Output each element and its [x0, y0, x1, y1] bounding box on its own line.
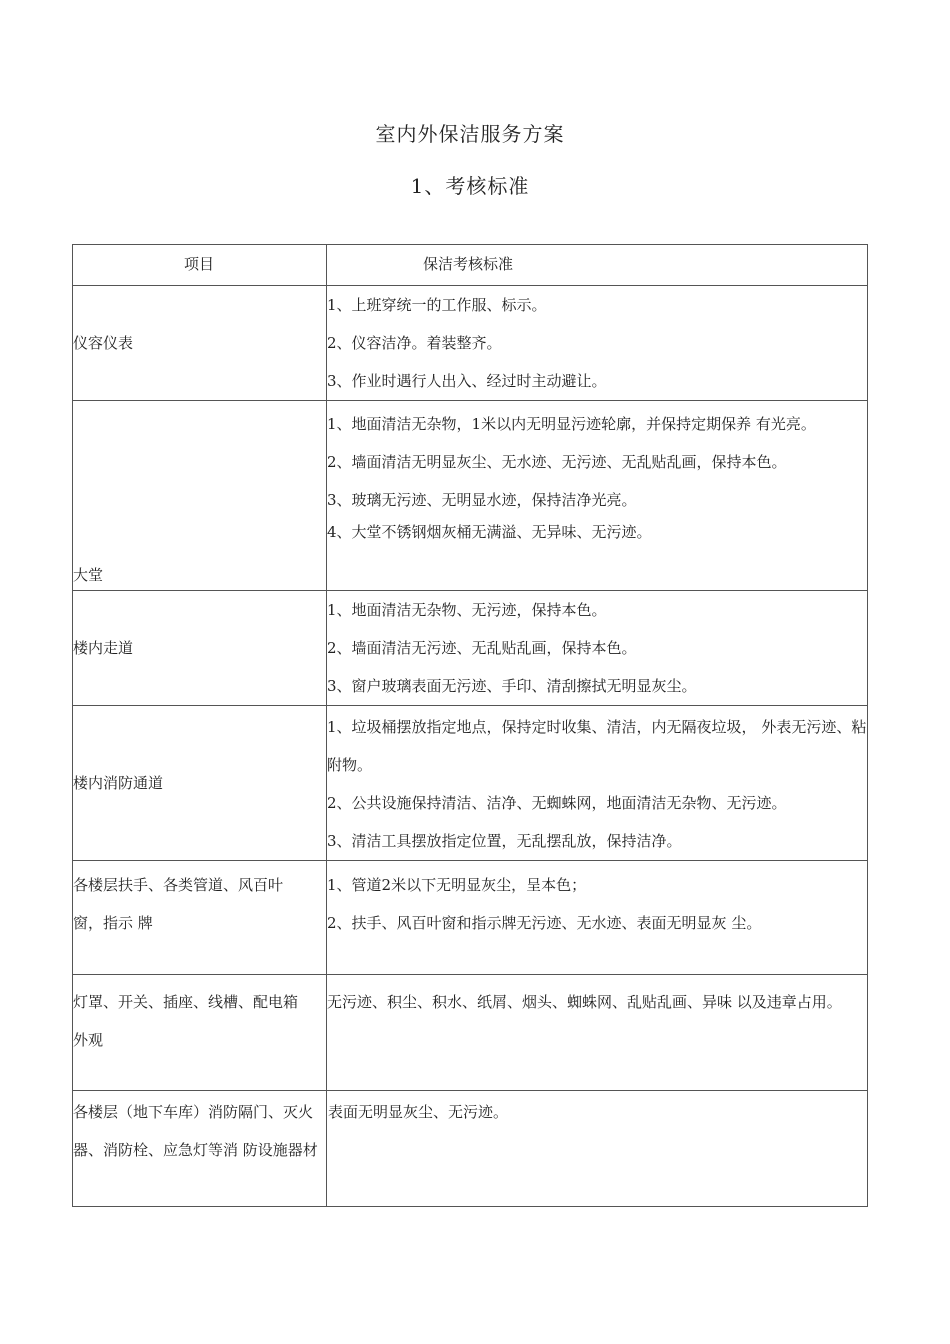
- standard-line: 3、玻璃无污迹、无明显水迹，保持洁净光亮。: [327, 491, 637, 509]
- row-standards: [327, 401, 868, 591]
- row-standards: [327, 706, 868, 861]
- row-item-label: [73, 706, 327, 861]
- row-standards: [327, 975, 868, 1091]
- row-item-label: [73, 975, 327, 1091]
- standard-line: 2、仪容洁净。着装整齐。: [327, 334, 502, 352]
- standard-line: 表面无明显灰尘、无污迹。: [328, 1103, 509, 1121]
- table-row: [73, 286, 868, 401]
- row-item-label: [73, 401, 327, 591]
- standard-line: 1、地面清洁无杂物、无污迹，保持本色。: [327, 601, 607, 619]
- standard-line: 2、扶手、风百叶窗和指示牌无污迹、无水迹、表面无明显灰 尘。: [327, 914, 762, 932]
- table-row: [73, 975, 868, 1091]
- table-row: [73, 401, 868, 591]
- standard-line: 无污迹、积尘、积水、纸屑、烟头、蜘蛛网、乱贴乱画、异味 以及违章占用。: [327, 993, 842, 1011]
- row-item-label: [73, 286, 327, 401]
- standard-line: 2、墙面清洁无污迹、无乱贴乱画，保持本色。: [327, 639, 637, 657]
- standard-line: 2、墙面清洁无明显灰尘、无水迹、无污迹、无乱贴乱画，保持本色。: [327, 453, 787, 471]
- item-text: 楼内消防通道: [73, 774, 164, 792]
- item-text: 仪容仪表: [73, 334, 134, 352]
- table-header-row: [73, 245, 868, 286]
- row-standards: [327, 286, 868, 401]
- item-text: 大堂: [73, 566, 104, 584]
- standards-table: [72, 244, 868, 1207]
- standard-line: 3、作业时遇行人出入、经过时主动避让。: [327, 372, 607, 390]
- table-row: [73, 591, 868, 706]
- standard-line: 3、窗户玻璃表面无污迹、手印、清刮擦拭无明显灰尘。: [327, 677, 697, 695]
- item-text: 楼内走道: [73, 639, 134, 657]
- standard-line: 1、地面清洁无杂物，1米以内无明显污迹轮廓，并保持定期保养 有光亮。: [327, 415, 816, 433]
- table-row: [73, 861, 868, 975]
- item-text: 灯罩、开关、插座、线槽、配电箱外观: [73, 993, 299, 1049]
- table-row: [73, 706, 868, 861]
- standard-line: 1、管道2米以下无明显灰尘，呈本色；: [327, 876, 587, 894]
- page-title: 室内外保洁服务方案: [375, 122, 565, 146]
- row-item-label: [73, 861, 327, 975]
- standard-line: 3、清洁工具摆放指定位置，无乱摆乱放，保持洁净。: [327, 832, 682, 850]
- standard-line: 1、垃圾桶摆放指定地点，保持定时收集、清洁，内无隔夜垃圾， 外表无污迹、粘附物。: [327, 718, 867, 774]
- standard-line: 2、公共设施保持清洁、洁净、无蜘蛛网，地面清洁无杂物、无污迹。: [327, 794, 787, 812]
- standard-line: 4、大堂不锈钢烟灰桶无满溢、无异味、无污迹。: [327, 523, 652, 541]
- section-heading: 1、考核标准: [410, 174, 530, 198]
- header-standard: 保洁考核标准: [327, 245, 868, 286]
- item-text: 各楼层扶手、各类管道、风百叶窗，指示 牌: [73, 876, 284, 932]
- row-standards: [327, 591, 868, 706]
- row-item-label: [73, 1091, 327, 1207]
- standard-line: 1、上班穿统一的工作服、标示。: [327, 296, 547, 314]
- row-item-label: [73, 591, 327, 706]
- header-item: 项目: [73, 245, 327, 286]
- item-text: 各楼层（地下车库）消防隔门、灭火器、消防栓、应急灯等消 防设施器材: [73, 1103, 318, 1159]
- row-standards: [327, 861, 868, 975]
- table-row: [73, 1091, 868, 1207]
- row-standards: [327, 1091, 868, 1207]
